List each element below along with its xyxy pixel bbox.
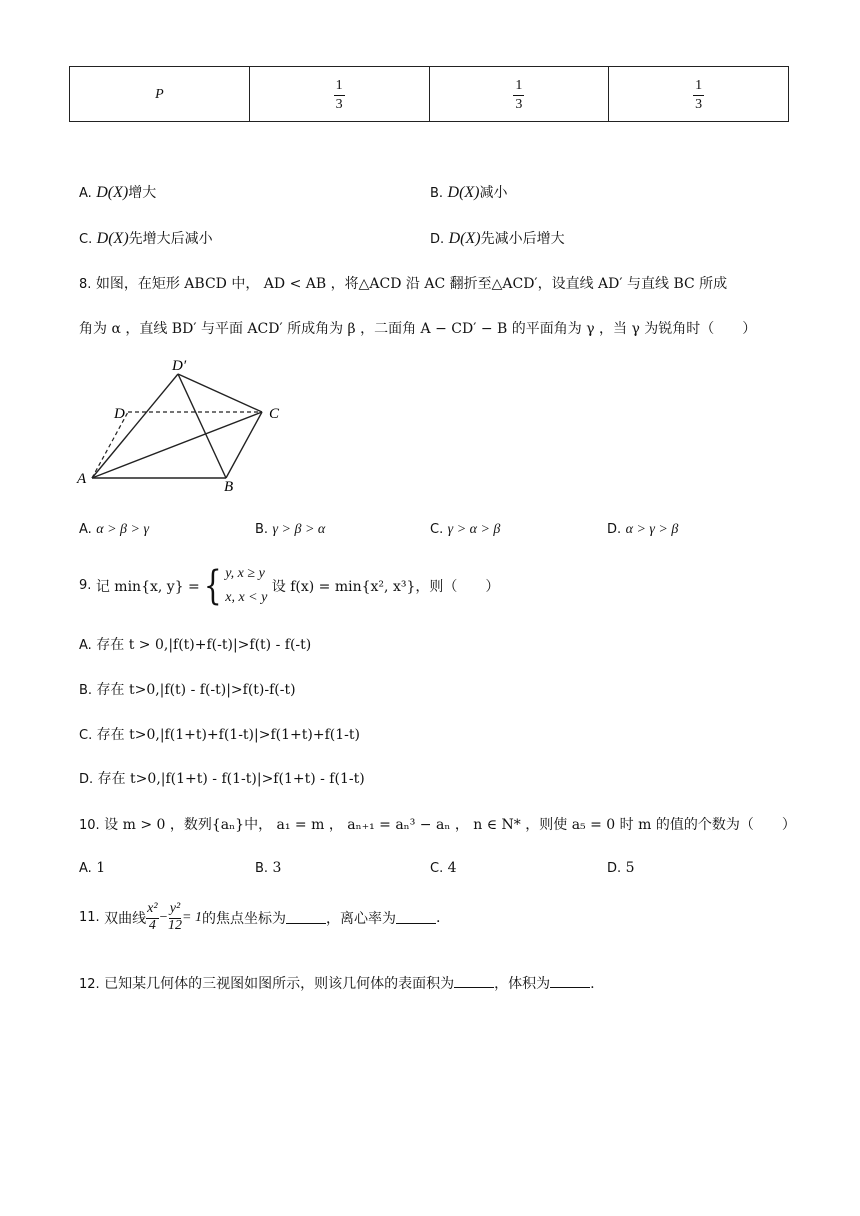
q11-fraction-y: $\frac{\text{y²}}{12}$ xyxy=(168,901,183,933)
q8-option-d[interactable]: D. α > γ > β xyxy=(607,522,679,537)
q8-figure xyxy=(74,352,294,492)
q9-option-b[interactable]: B. 存在 t>0,|f(t) - f(-t)|>f(t)-f(-t) xyxy=(79,682,296,698)
table-row xyxy=(70,67,789,122)
edge-b-c xyxy=(226,412,262,478)
table-cell: $\frac{1}{3}$ xyxy=(249,67,429,122)
q12-blank-volume[interactable] xyxy=(550,975,590,988)
vertex-label-d-prime: D′ xyxy=(172,358,187,374)
vertex-label-d: D xyxy=(114,406,125,422)
q11-blank-eccentricity[interactable] xyxy=(396,911,436,924)
q10-option-a[interactable]: A. 1 xyxy=(79,860,106,876)
q7-option-b[interactable]: B. D(X)减小 xyxy=(430,184,508,201)
edge-dp-c xyxy=(178,374,262,412)
q8-stem-line2: 角为 α ，直线 BD′ 与平面 ACD′ 所成角为 β ，二面角 A − CD′ − B 的平面角为 γ ，当 γ 为锐角时（ ） xyxy=(79,321,757,337)
q11-stem: 11. 双曲线 $\frac{\text{x²}}{4}$ − $\frac{\text{y²}}{12}$ = 1 的焦点坐标为 ，离心率为 . xyxy=(79,901,441,933)
q9-stem: 9. 记 min{x, y} = { y, x ≥ y x, x < y 设 f(x) = min{x², x³}，则（ ） xyxy=(79,562,500,609)
q9-piecewise: { y, x ≥ y x, x < y xyxy=(203,562,268,609)
edge-dp-b xyxy=(178,374,226,478)
q8-stem-line1: 8. 如图，在矩形 ABCD 中， AD < AB ，将△ACD 沿 AC 翻折至△ACD′，设直线 AD′ 与直线 BC 所成 xyxy=(79,276,728,292)
probability-table xyxy=(69,66,789,122)
q10-option-d[interactable]: D. 5 xyxy=(607,860,635,876)
table-row-label: P xyxy=(70,67,250,122)
q10-option-b[interactable]: B. 3 xyxy=(255,860,282,876)
table-cell: $\frac{1}{3}$ xyxy=(429,67,609,122)
q10-option-c[interactable]: C. 4 xyxy=(430,860,457,876)
q11-fraction-x: $\frac{\text{x²}}{4}$ xyxy=(147,901,158,933)
q8-option-c[interactable]: C. γ > α > β xyxy=(430,522,501,537)
q10-stem: 10. 设 m > 0 ，数列{aₙ}中， a₁ = m ， aₙ₊₁ = aₙ³ − aₙ ， n ∈ N* ，则使 a₅ = 0 时 m 的值的个数为（ ） xyxy=(79,817,796,833)
q11-blank-focus[interactable] xyxy=(286,911,326,924)
edge-a-dp xyxy=(92,374,178,478)
q7-option-c[interactable]: C. D(X)先增大后减小 xyxy=(79,230,213,247)
vertex-label-a: A xyxy=(77,471,87,487)
q9-option-d[interactable]: D. 存在 t>0,|f(1+t) - f(1-t)|>f(1+t) - f(1-t) xyxy=(79,771,365,787)
q8-option-a[interactable]: A. α > β > γ xyxy=(79,522,149,537)
q7-option-a[interactable]: A. D(X)增大 xyxy=(79,184,157,201)
vertex-label-c: C xyxy=(269,406,280,422)
vertex-label-b: B xyxy=(224,479,234,492)
q12-blank-area[interactable] xyxy=(454,975,494,988)
q8-option-b[interactable]: B. γ > β > α xyxy=(255,522,326,537)
q12-stem: 12. 已知某几何体的三视图如图所示，则该几何体的表面积为 ，体积为 . xyxy=(79,976,595,992)
q7-option-d[interactable]: D. D(X)先减小后增大 xyxy=(430,230,565,247)
table-cell: $\frac{1}{3}$ xyxy=(609,67,789,122)
q9-option-a[interactable]: A. 存在 t > 0,|f(t)+f(-t)|>f(t) - f(-t) xyxy=(79,637,312,653)
q9-option-c[interactable]: C. 存在 t>0,|f(1+t)+f(1-t)|>f(1+t)+f(1-t) xyxy=(79,727,360,743)
